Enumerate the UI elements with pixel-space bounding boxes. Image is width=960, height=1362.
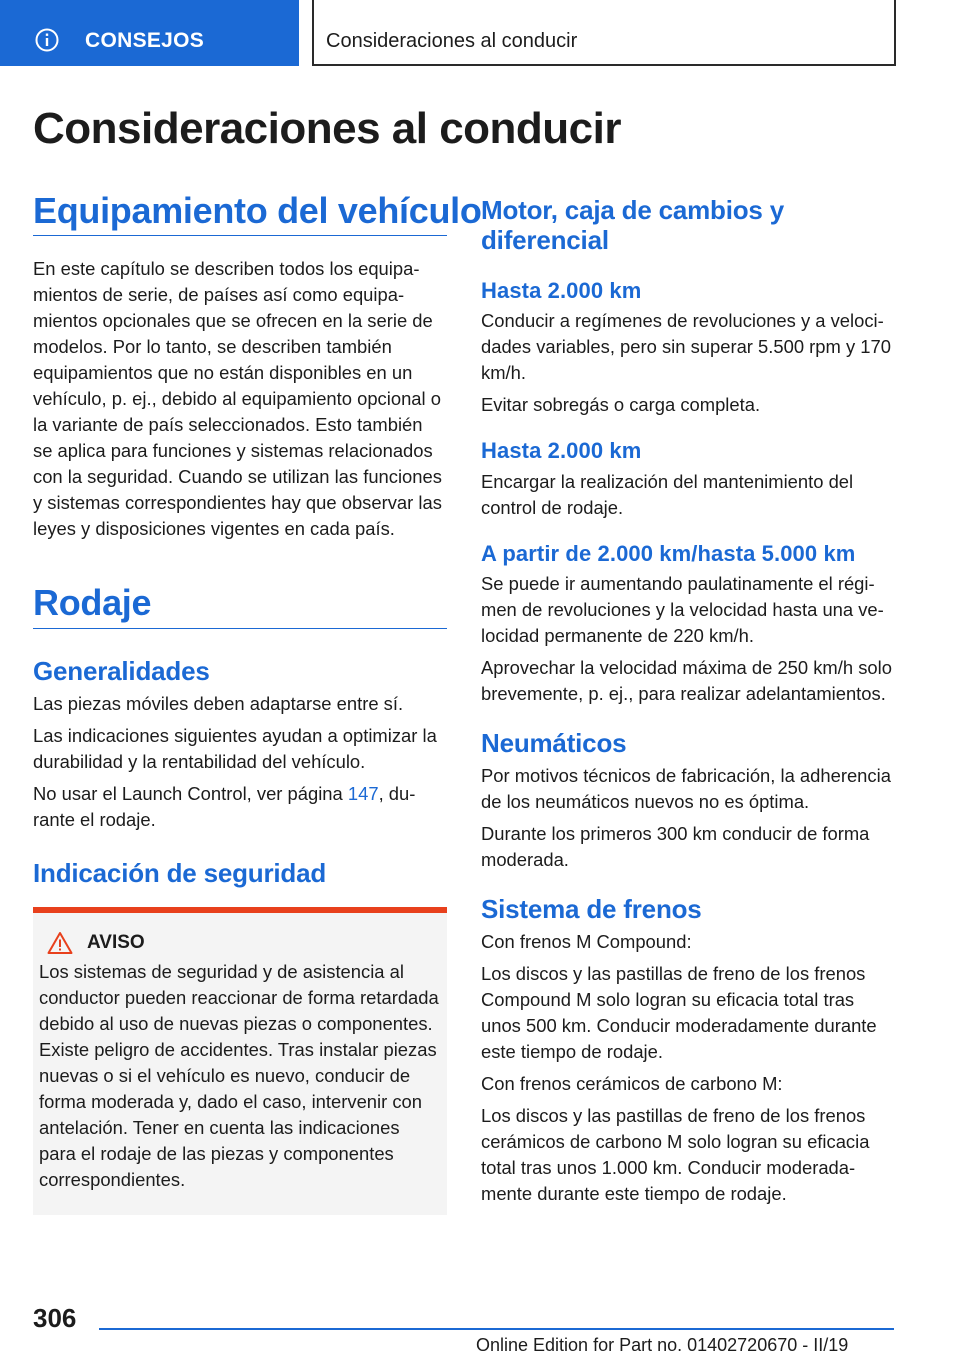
left-column xyxy=(33,190,482,1215)
warning-text: Los sistemas de seguridad y de asistencia al conductor pueden reaccionar de forma retardada debido al uso de nuevas piezas o componentes. Existe peligro de accidentes. Tras instalar piezas nuevas o si el vehículo es nuevo, conducir de forma moderada y, dado el caso, intervenir con antelación. Tener en cuenta las indicaciones para el rodaje de las piezas y componentes correspondientes. xyxy=(39,960,439,1190)
heading-hasta-2000-a: Hasta 2.000 km xyxy=(481,277,642,303)
heading-a-partir: A partir de 2.000 km/hasta 5.000 km xyxy=(481,540,856,566)
heading-rodaje: Rodaje xyxy=(33,582,447,628)
tab-label: CONSEJOS xyxy=(85,29,205,52)
heading-hasta-2000-b: Hasta 2.000 km xyxy=(481,438,642,464)
frenos-p2: Los discos y las pastillas de freno de los frenos Compound M solo logran su eficacia total tras unos 500 km. Conducir moderadamente durante este tiempo de rodaje. xyxy=(481,962,877,1062)
warning-triangle-icon xyxy=(47,931,73,955)
frenos-p4: Los discos y las pastillas de freno de los frenos cerámicos de carbono M solo logran su eficacia total tras unos 1.000 km. Conducir moderadamente durante este tiempo de rodaje. xyxy=(481,1104,870,1204)
generalidades-p1: Las piezas móviles deben adaptarse entre sí. xyxy=(33,692,404,714)
generalidades-p3 xyxy=(33,781,447,833)
tab-chapter[interactable] xyxy=(312,0,896,66)
page-number: 306 xyxy=(33,1303,77,1333)
frenos-p1: Con frenos M Compound: xyxy=(481,930,692,952)
heading-motor: Motor, caja de cambios y diferencial xyxy=(481,195,784,255)
neumaticos-p2: Durante los primeros 300 km conducir de forma moderada. xyxy=(481,822,870,870)
heading-generalidades: Generalidades xyxy=(33,655,210,686)
heading-seguridad: Indicación de seguridad xyxy=(33,857,327,888)
page-title: Consideraciones al conducir xyxy=(33,104,621,153)
p3-text-after: , durante el rodaje. xyxy=(33,782,416,830)
generalidades-p2: Las indicaciones siguientes ayudan a optimizar la durabilidad y la rentabilidad del vehículo. xyxy=(33,724,437,772)
edition-note: Online Edition for Part no. 01402720670 - II/19 xyxy=(476,1335,849,1355)
warning-title: AVISO xyxy=(87,931,145,953)
tab-consejos[interactable] xyxy=(0,0,299,66)
frenos-p3: Con frenos cerámicos de carbono M: xyxy=(481,1072,783,1094)
chapter-label: Consideraciones al conducir xyxy=(326,30,578,52)
info-icon xyxy=(35,28,59,52)
apartir-p2: Aprovechar la velocidad máxima de 250 km/h solo brevemente, p. ej., para realizar adelantamientos. xyxy=(481,656,892,704)
page-link-147[interactable]: 147 xyxy=(347,782,379,804)
hasta2-p1: Encargar la realización del mantenimiento del control de rodaje. xyxy=(481,470,854,518)
equipamiento-text: En este capítulo se describen todos los equipamientos de serie, de países así como equipamientos opcionales que se ofrecen en la serie de modelos. Por lo tanto, se describen también equipamientos que no están disponibles en un vehículo, p. ej., debido al equipamiento opcional o la variante de país seleccionados. Esto también se aplica para funciones y sistemas relacionados con la seguridad. Cuando se utilizan las funciones y sistemas correspondientes hay que observar las leyes y disposiciones vigentes en cada país. xyxy=(33,258,442,540)
warning-box xyxy=(33,907,447,1215)
heading-equipamiento: Equipamiento del vehículo xyxy=(33,190,447,236)
footer-divider xyxy=(99,1328,894,1330)
right-column xyxy=(481,190,896,1207)
heading-frenos: Sistema de frenos xyxy=(481,893,702,924)
hasta1-p1: Conducir a regímenes de revoluciones y a velocidades variables, pero sin superar 5.500 rpm y 170 km/h. xyxy=(481,310,891,384)
warning-header xyxy=(39,931,441,955)
neumaticos-p1: Por motivos técnicos de fabricación, la adherencia de los neumáticos nuevos no es óptima. xyxy=(481,764,891,812)
apartir-p1: Se puede ir aumentando paulatinamente el régimen de revoluciones y la velocidad hasta una velocidad permanente de 220 km/h. xyxy=(481,572,884,646)
heading-neumaticos: Neumáticos xyxy=(481,727,627,758)
hasta1-p2: Evitar sobregás o carga completa. xyxy=(481,394,761,416)
p3-text-before: No usar el Launch Control, ver página xyxy=(33,782,348,804)
